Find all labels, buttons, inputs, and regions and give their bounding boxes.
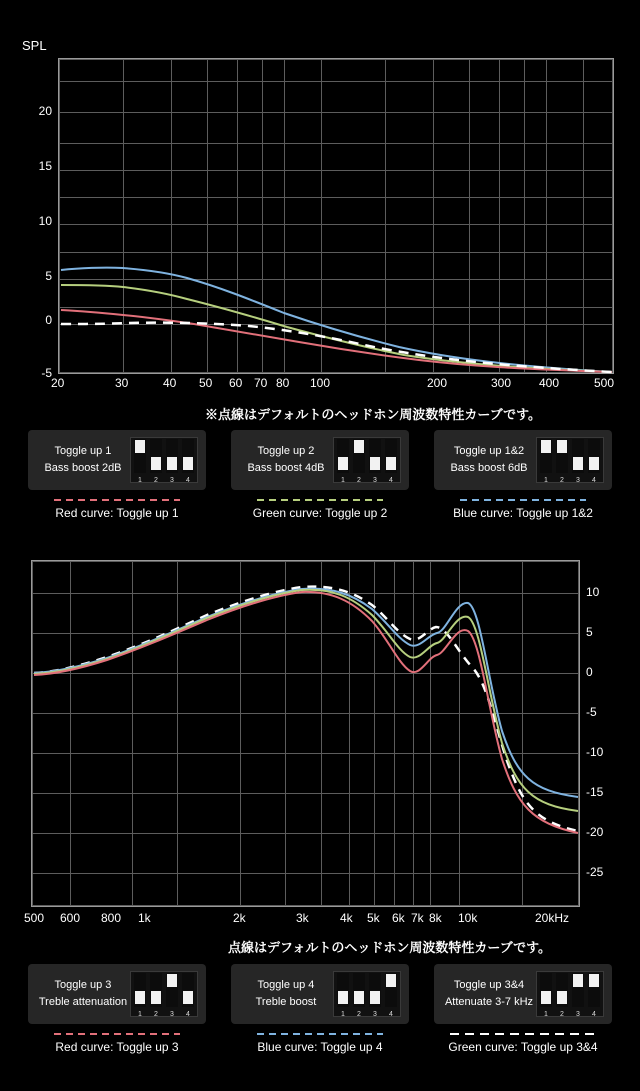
bottom-y-tick-0: 0: [586, 665, 593, 679]
legend-bottom-2-line: [255, 1028, 385, 1040]
bottom-x-tick-6k: 6k: [392, 911, 405, 925]
bottom-y-tick-minus5: -5: [586, 705, 597, 719]
toggle-card-5-title: Toggle up 4: [257, 978, 315, 991]
top-y-tick-0: 0: [45, 313, 52, 327]
bottom-y-tick-5: 5: [586, 625, 593, 639]
legend-top-1-line: [52, 494, 182, 506]
dip-switch-3-4[interactable]: 4: [588, 439, 600, 473]
legend-bottom-1-line: [52, 1028, 182, 1040]
toggle-card-5-text: [239, 977, 333, 1011]
top-y-tick-5: 5: [45, 269, 52, 283]
toggle-card-4-text: [36, 977, 130, 1011]
dip-switch-3-3[interactable]: 3: [572, 439, 584, 473]
toggle-card-6-subtitle: Attenuate 3-7 kHz: [444, 996, 534, 1008]
legend-bottom-1: [28, 1028, 206, 1054]
legend-top-3-line: [458, 494, 588, 506]
top-x-tick-20: 20: [51, 376, 65, 390]
top-y-tick-15: 15: [38, 159, 52, 173]
top-plot-area: [58, 58, 614, 374]
dip-switch-4-4[interactable]: 4: [182, 973, 194, 1007]
dip-switch-2-1[interactable]: 1: [337, 439, 349, 473]
toggle-card-3-text: [442, 443, 536, 477]
dip-switch-1-1[interactable]: 1: [134, 439, 146, 473]
bottom-x-tick-5k: 5k: [367, 911, 380, 925]
top-y-tick-20: 20: [38, 104, 52, 118]
spl-axis-title: SPL: [22, 38, 47, 53]
top-caption: ※点線はデフォルトのヘッドホン周波数特性カーブです。: [205, 407, 542, 422]
bottom-x-tick-600: 600: [60, 911, 81, 925]
dip-switch-1-4[interactable]: 4: [182, 439, 194, 473]
bottom-x-tick-500: 500: [24, 911, 45, 925]
toggle-card-5[interactable]: [231, 964, 409, 1024]
top-x-tick-80: 80: [276, 376, 290, 390]
legend-top-1: [28, 494, 206, 520]
toggle-card-3-title: Toggle up 1&2: [453, 444, 525, 457]
top-x-tick-500: 500: [594, 376, 615, 390]
toggle-card-4[interactable]: [28, 964, 206, 1024]
bottom-x-tick-10k: 10k: [458, 911, 478, 925]
dip-switch-2-4[interactable]: 4: [385, 439, 397, 473]
legend-top-3: [434, 494, 612, 520]
legend-bottom-3-label: Green curve: Toggle up 3&4: [448, 1040, 598, 1054]
bottom-y-tick-minus15: -15: [586, 785, 604, 799]
toggle-card-2-subtitle: Bass boost 4dB: [247, 462, 325, 474]
top-x-tick-200: 200: [427, 376, 448, 390]
bottom-curves: [32, 561, 579, 906]
bottom-x-tick-1k: 1k: [138, 911, 151, 925]
legend-top-2-label: Green curve: Toggle up 2: [252, 506, 388, 520]
legend-top-3-label: Blue curve: Toggle up 1&2: [453, 506, 593, 520]
dip-switch-block-6[interactable]: [536, 971, 604, 1017]
toggle-card-2-text: [239, 443, 333, 477]
bottom-x-tick-8k: 8k: [429, 911, 442, 925]
legend-bottom-3-line: [448, 1028, 598, 1040]
legend-top-2: [231, 494, 409, 520]
dip-switch-1-2[interactable]: 2: [150, 439, 162, 473]
top-x-tick-60: 60: [229, 376, 243, 390]
dip-switch-6-3[interactable]: 3: [572, 973, 584, 1007]
dip-switch-2-2[interactable]: 2: [353, 439, 365, 473]
top-x-tick-300: 300: [491, 376, 512, 390]
bottom-x-tick-20k: 20kHz: [535, 911, 570, 925]
dip-switch-3-1[interactable]: 1: [540, 439, 552, 473]
toggle-card-3[interactable]: [434, 430, 612, 490]
toggle-card-2-title: Toggle up 2: [257, 444, 315, 457]
bottom-x-tick-800: 800: [101, 911, 122, 925]
dip-switch-4-3[interactable]: 3: [166, 973, 178, 1007]
toggle-card-1[interactable]: [28, 430, 206, 490]
dip-switch-1-3[interactable]: 3: [166, 439, 178, 473]
dip-switch-5-3[interactable]: 3: [369, 973, 381, 1007]
top-x-tick-400: 400: [539, 376, 560, 390]
top-x-tick-70: 70: [254, 376, 268, 390]
bottom-plot-area: [31, 560, 580, 907]
bottom-caption: 点線はデフォルトのヘッドホン周波数特性カーブです。: [228, 940, 552, 955]
dip-switch-6-2[interactable]: 2: [556, 973, 568, 1007]
dip-switch-block-3[interactable]: [536, 437, 604, 483]
dip-switch-block-1[interactable]: [130, 437, 198, 483]
bottom-x-tick-3k: 3k: [296, 911, 309, 925]
toggle-card-2[interactable]: [231, 430, 409, 490]
top-x-tick-50: 50: [199, 376, 213, 390]
toggle-card-1-title: Toggle up 1: [54, 444, 112, 457]
legend-top-1-label: Red curve: Toggle up 1: [55, 506, 179, 520]
dip-switch-5-4[interactable]: 4: [385, 973, 397, 1007]
legend-bottom-1-label: Red curve: Toggle up 3: [55, 1040, 179, 1054]
toggle-card-1-subtitle: Bass boost 2dB: [44, 462, 122, 474]
dip-switch-4-1[interactable]: 1: [134, 973, 146, 1007]
top-y-tick-10: 10: [38, 214, 52, 228]
toggle-card-4-subtitle: Treble attenuation: [38, 996, 128, 1008]
dip-switch-6-1[interactable]: 1: [540, 973, 552, 1007]
toggle-card-4-title: Toggle up 3: [54, 978, 112, 991]
dip-switch-2-3[interactable]: 3: [369, 439, 381, 473]
bottom-x-tick-4k: 4k: [340, 911, 353, 925]
dip-switch-6-4[interactable]: 4: [588, 973, 600, 1007]
legend-bottom-2-label: Blue curve: Toggle up 4: [257, 1040, 383, 1054]
legend-top-2-line: [255, 494, 385, 506]
bottom-y-tick-minus25: -25: [586, 865, 604, 879]
dip-switch-block-4[interactable]: [130, 971, 198, 1017]
dip-switch-block-5[interactable]: [333, 971, 401, 1017]
toggle-card-1-text: [36, 443, 130, 477]
toggle-card-5-subtitle: Treble boost: [255, 996, 317, 1008]
bottom-y-tick-10: 10: [586, 585, 600, 599]
dip-switch-3-2[interactable]: 2: [556, 439, 568, 473]
toggle-card-6-title: Toggle up 3&4: [453, 978, 525, 991]
bottom-y-tick-minus20: -20: [586, 825, 604, 839]
legend-bottom-2: [231, 1028, 409, 1054]
bottom-x-tick-2k: 2k: [233, 911, 246, 925]
bottom-x-tick-7k: 7k: [411, 911, 424, 925]
toggle-card-6-text: [442, 977, 536, 1011]
top-x-tick-30: 30: [115, 376, 129, 390]
top-x-tick-100: 100: [310, 376, 331, 390]
dip-switch-4-2[interactable]: 2: [150, 973, 162, 1007]
dip-switch-5-1[interactable]: 1: [337, 973, 349, 1007]
top-x-tick-40: 40: [163, 376, 177, 390]
toggle-card-3-subtitle: Bass boost 6dB: [450, 462, 528, 474]
toggle-card-6[interactable]: [434, 964, 612, 1024]
dip-switch-5-2[interactable]: 2: [353, 973, 365, 1007]
top-y-tick-minus5: -5: [41, 366, 52, 380]
bottom-y-tick-minus10: -10: [586, 745, 604, 759]
top-curves: [59, 59, 613, 373]
dip-switch-block-2[interactable]: [333, 437, 401, 483]
legend-bottom-3: [434, 1028, 612, 1054]
